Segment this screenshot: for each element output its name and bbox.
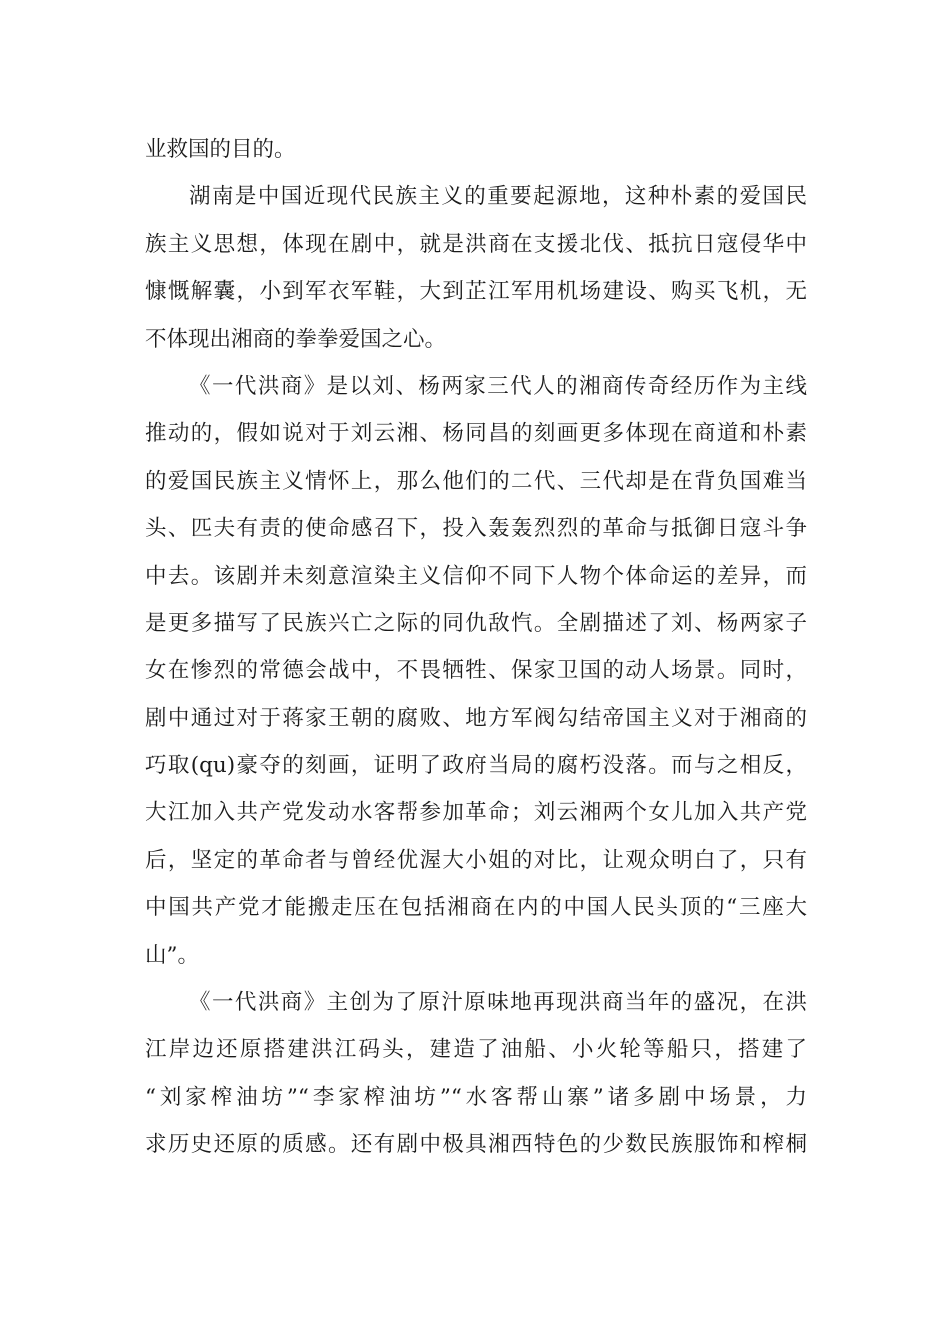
text-line: 中国共产党才能搬走压在包括湘商在内的中国人民头顶的“三座大 [145, 895, 807, 921]
text-line: 《一代洪商》主创为了原汁原味地再现洪商当年的盛况，在洪 [189, 990, 807, 1016]
paragraph-3 [145, 363, 807, 979]
paragraph-4 [145, 979, 807, 1169]
text-line: 业救国的目的。 [145, 137, 296, 162]
text-line: 慷慨解囊，小到军衣军鞋，大到芷江军用机场建设、购买飞机，无 [145, 279, 807, 305]
text-line: “刘家榨油坊”“李家榨油坊”“水客帮山寨”诸多剧中场景，力 [145, 1084, 807, 1110]
text-line: 头、匹夫有责的使命感召下，投入轰轰烈烈的革命与抵御日寇斗争 [145, 516, 807, 542]
text-line: 是更多描写了民族兴亡之际的同仇敌忾。全剧描述了刘、杨两家子 [145, 610, 807, 636]
paragraph-2 [145, 173, 807, 363]
text-line: 族主义思想，体现在剧中，就是洪商在支援北伐、抵抗日寇侵华中 [145, 231, 807, 257]
text-line: 大江加入共产党发动水客帮参加革命；刘云湘两个女儿加入共产党 [145, 800, 807, 826]
text-line: 山”。 [145, 942, 199, 968]
paragraph-1 [145, 126, 807, 173]
text-line: 后，坚定的革命者与曾经优渥大小姐的对比，让观众明白了，只有 [145, 847, 807, 873]
text-line: 的爱国民族主义情怀上，那么他们的二代、三代却是在背负国难当 [145, 468, 807, 494]
text-line: 湖南是中国近现代民族主义的重要起源地，这种朴素的爱国民 [189, 184, 807, 210]
document-body [145, 126, 807, 1169]
text-line: 剧中通过对于蒋家王朝的腐败、地方军阀勾结帝国主义对于湘商的 [145, 705, 807, 731]
text-line: 求历史还原的质感。还有剧中极具湘西特色的少数民族服饰和榨桐 [145, 1132, 807, 1158]
text-line: 中去。该剧并未刻意渲染主义信仰不同下人物个体命运的差异，而 [145, 563, 807, 589]
text-line: 女在惨烈的常德会战中，不畏牺牲、保家卫国的动人场景。同时， [145, 658, 807, 684]
text-line: 推动的，假如说对于刘云湘、杨同昌的刻画更多体现在商道和朴素 [145, 421, 807, 447]
text-line: 不体现出湘商的拳拳爱国之心。 [145, 326, 447, 352]
text-line: 江岸边还原搭建洪江码头，建造了油船、小火轮等船只，搭建了 [145, 1037, 807, 1063]
text-line: 巧取(qu)豪夺的刻画，证明了政府当局的腐朽没落。而与之相反， [145, 753, 807, 779]
text-line: 《一代洪商》是以刘、杨两家三代人的湘商传奇经历作为主线 [189, 373, 807, 399]
